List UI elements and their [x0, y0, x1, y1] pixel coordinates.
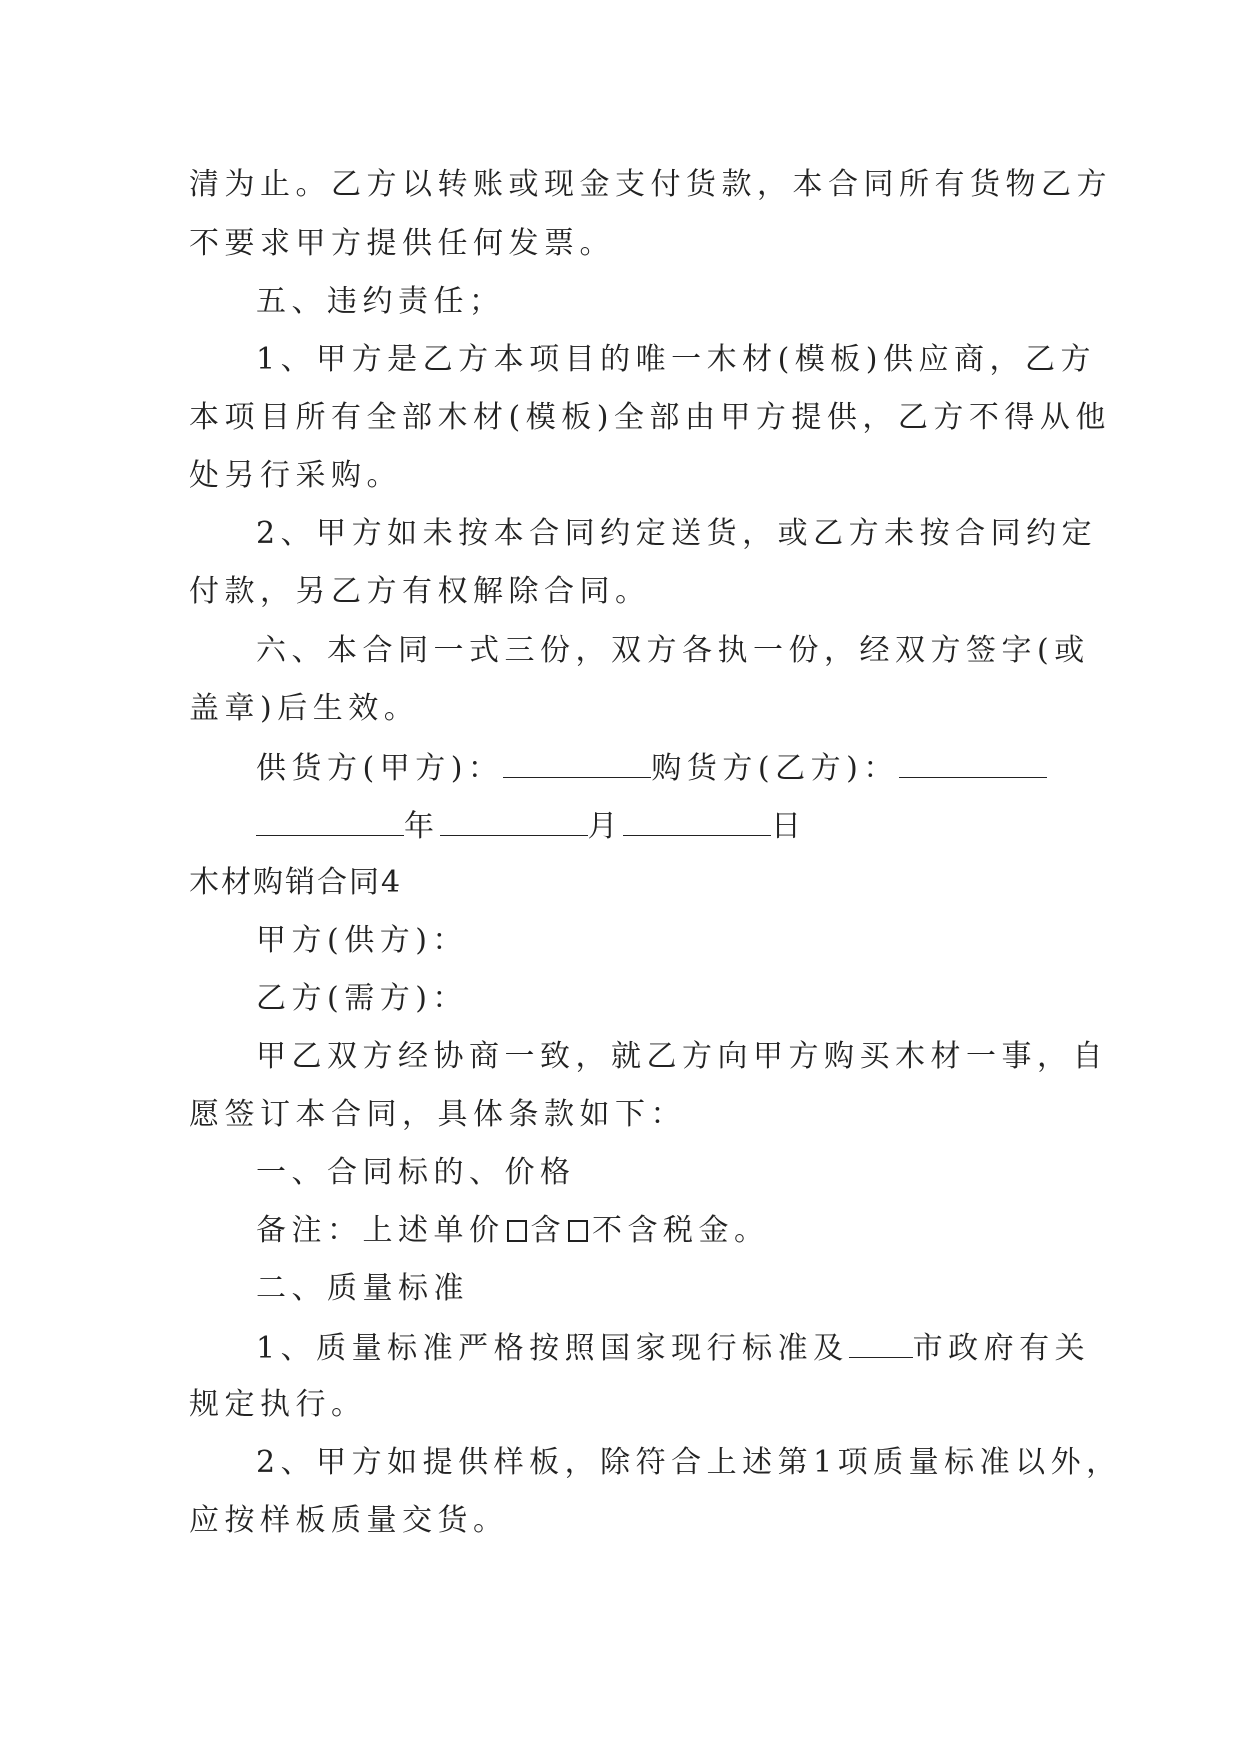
- text-line: 付款，另乙方有权解除合同。: [189, 574, 651, 609]
- text-line: 盖章)后生效。: [189, 691, 420, 726]
- supplier-blank: [503, 747, 651, 778]
- checkbox-tax-included[interactable]: [507, 1220, 527, 1242]
- year-blank: [256, 805, 404, 836]
- date-line: [256, 805, 807, 845]
- quality-text-start: 1、质量标准严格按照国家现行标准及: [256, 1331, 849, 1366]
- section-heading: 五、违约责任；: [256, 284, 505, 319]
- checkbox-tax-excluded[interactable]: [568, 1220, 588, 1242]
- text-line: 规定执行。: [189, 1387, 367, 1422]
- tax-note-line: [256, 1211, 770, 1251]
- text-line: 清为止。乙方以转账或现金支付货款，本合同所有货物乙方: [189, 167, 1112, 202]
- quality-standard-line: [256, 1327, 1090, 1367]
- party-a-line: 甲方(供方)：: [256, 923, 468, 958]
- signature-line: [256, 747, 1047, 787]
- year-label: 年: [404, 809, 440, 844]
- day-blank: [623, 805, 771, 836]
- month-blank: [440, 805, 588, 836]
- quality-text-end: 市政府有关: [912, 1331, 1091, 1366]
- buyer-blank: [899, 747, 1047, 778]
- section-heading: 二、质量标准: [256, 1271, 469, 1306]
- day-label: 日: [771, 809, 807, 844]
- text-line: 1、甲方是乙方本项目的唯一木材(模板)供应商，乙方: [256, 342, 1096, 377]
- option-excluded-label: 不含税金。: [592, 1213, 770, 1248]
- text-line: 六、本合同一式三份，双方各执一份，经双方签字(或: [256, 633, 1090, 668]
- text-line: 2、甲方如提供样板，除符合上述第1项质量标准以外，: [256, 1445, 1122, 1480]
- month-label: 月: [587, 809, 623, 844]
- supplier-label: 供货方(甲方)：: [256, 751, 504, 786]
- note-prefix: 备注：上述单价: [256, 1213, 505, 1248]
- text-line: 应按样板质量交货。: [189, 1503, 509, 1538]
- city-blank: [849, 1327, 913, 1358]
- buyer-label: 购货方(乙方)：: [651, 751, 899, 786]
- text-line: 2、甲方如未按本合同约定送货，或乙方未按合同约定: [256, 516, 1098, 551]
- text-line: 愿签订本合同，具体条款如下：: [189, 1097, 686, 1132]
- text-line: 处另行采购。: [189, 458, 402, 493]
- text-line: 本项目所有全部木材(模板)全部由甲方提供，乙方不得从他: [189, 400, 1111, 435]
- party-b-line: 乙方(需方)：: [256, 981, 468, 1016]
- option-included-label: 含: [530, 1213, 566, 1248]
- text-line: 甲乙双方经协商一致，就乙方向甲方购买木材一事，自: [256, 1039, 1108, 1074]
- contract-title: 木材购销合同4: [189, 865, 403, 900]
- text-line: 不要求甲方提供任何发票。: [189, 226, 615, 261]
- section-heading: 一、合同标的、价格: [256, 1155, 576, 1190]
